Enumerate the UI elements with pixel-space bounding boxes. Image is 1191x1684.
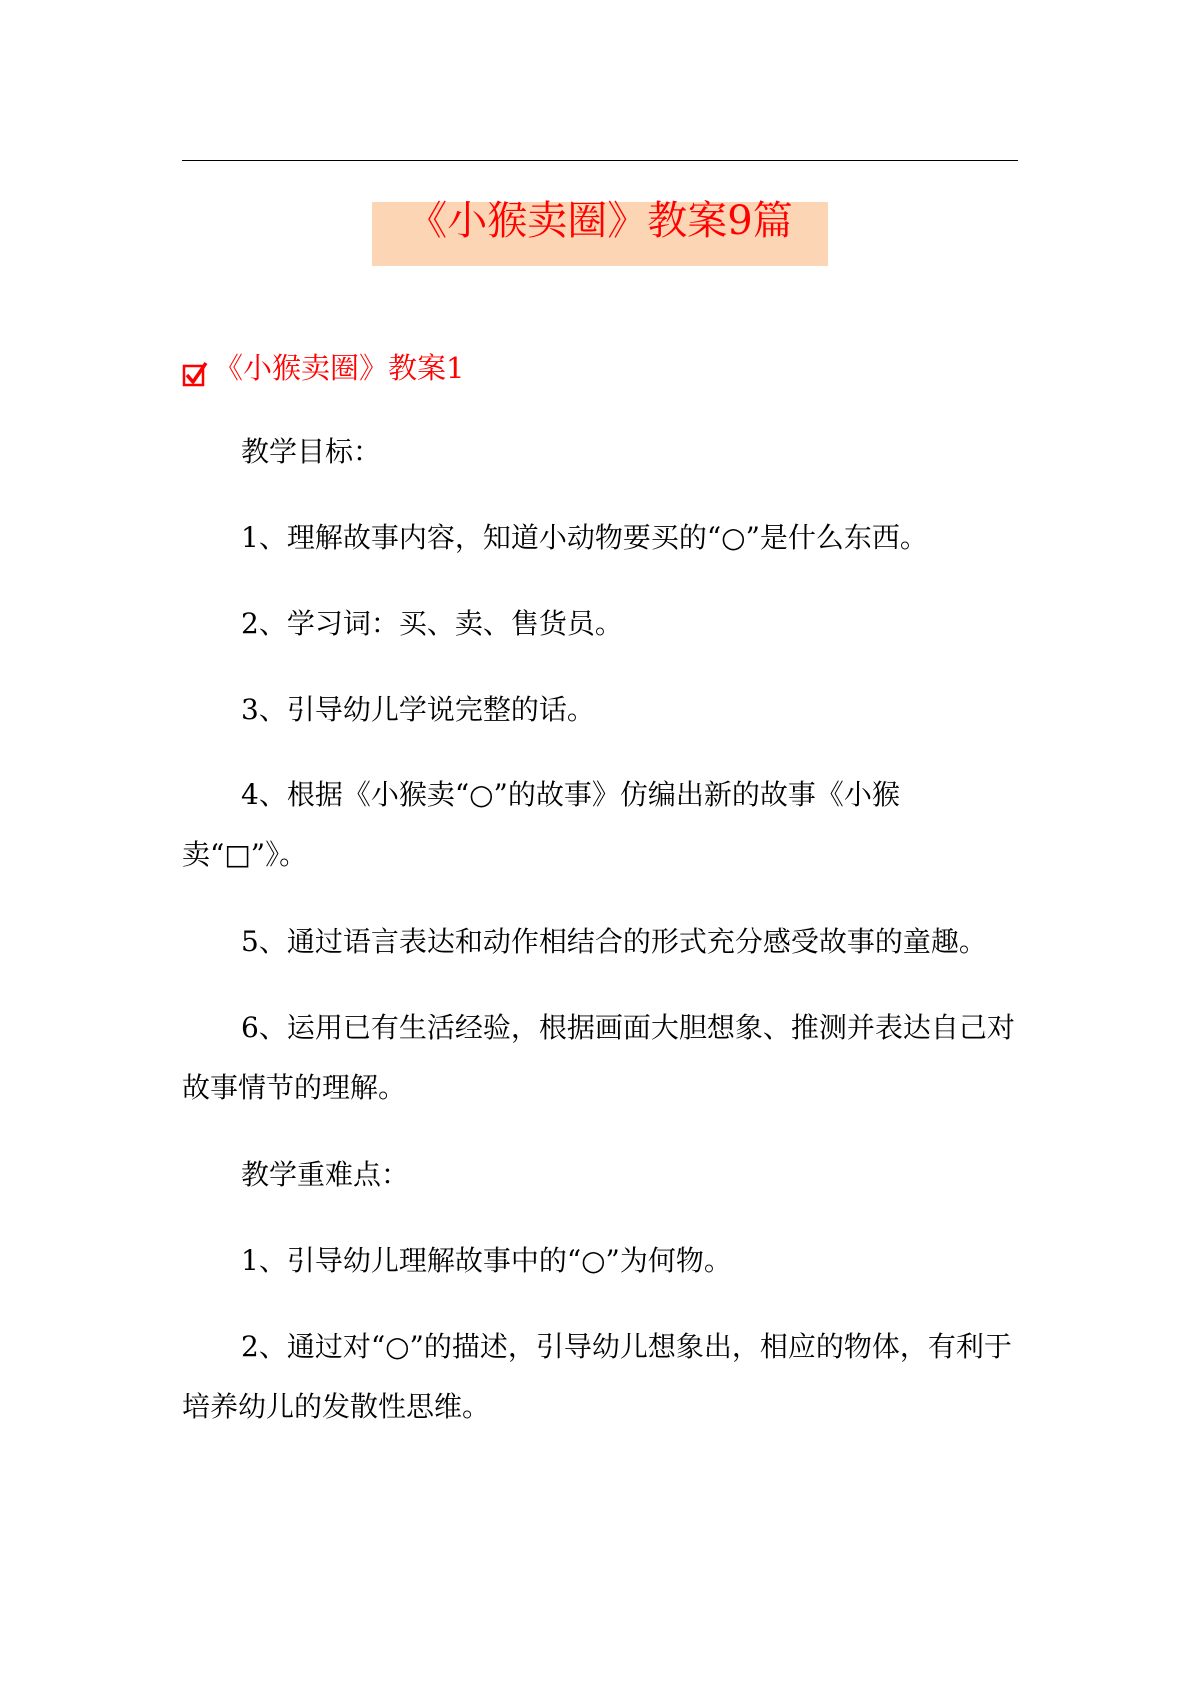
paragraph-difficulty-2: 2、通过对“○”的描述，引导幼儿想象出，相应的物体，有利于培养幼儿的发散性思维。: [182, 1330, 1012, 1423]
paragraph-difficulty-1: 1、引导幼儿理解故事中的“○”为何物。: [241, 1244, 732, 1277]
paragraph-objective-3: 3、引导幼儿学说完整的话。: [241, 693, 595, 726]
header-rule: [182, 160, 1018, 161]
section-title: 《小猴卖圈》教案1: [214, 351, 465, 385]
paragraph-objective-1: 1、理解故事内容，知道小动物要买的“○”是什么东西。: [241, 521, 928, 554]
paragraph-objective-6: 6、运用已有生活经验，根据画面大胆想象、推测并表达自己对故事情节的理解。: [182, 1011, 1015, 1104]
paragraph-objective-5: 5、通过语言表达和动作相结合的形式充分感受故事的童趣。: [241, 925, 987, 958]
paragraph-objective-2: 2、学习词：买、卖、售货员。: [241, 607, 623, 640]
paragraph-difficulties-heading: 教学重难点：: [241, 1158, 410, 1191]
paragraph-objective-4: 4、根据《小猴卖“○”的故事》仿编出新的故事《小猴卖“□”》。: [182, 778, 900, 871]
section-heading: [182, 346, 464, 390]
paragraph-objectives-heading: 教学目标：: [241, 435, 382, 468]
checkbox-checked-icon: [182, 361, 208, 387]
document-title: 《小猴卖圈》教案9篇: [407, 198, 793, 244]
